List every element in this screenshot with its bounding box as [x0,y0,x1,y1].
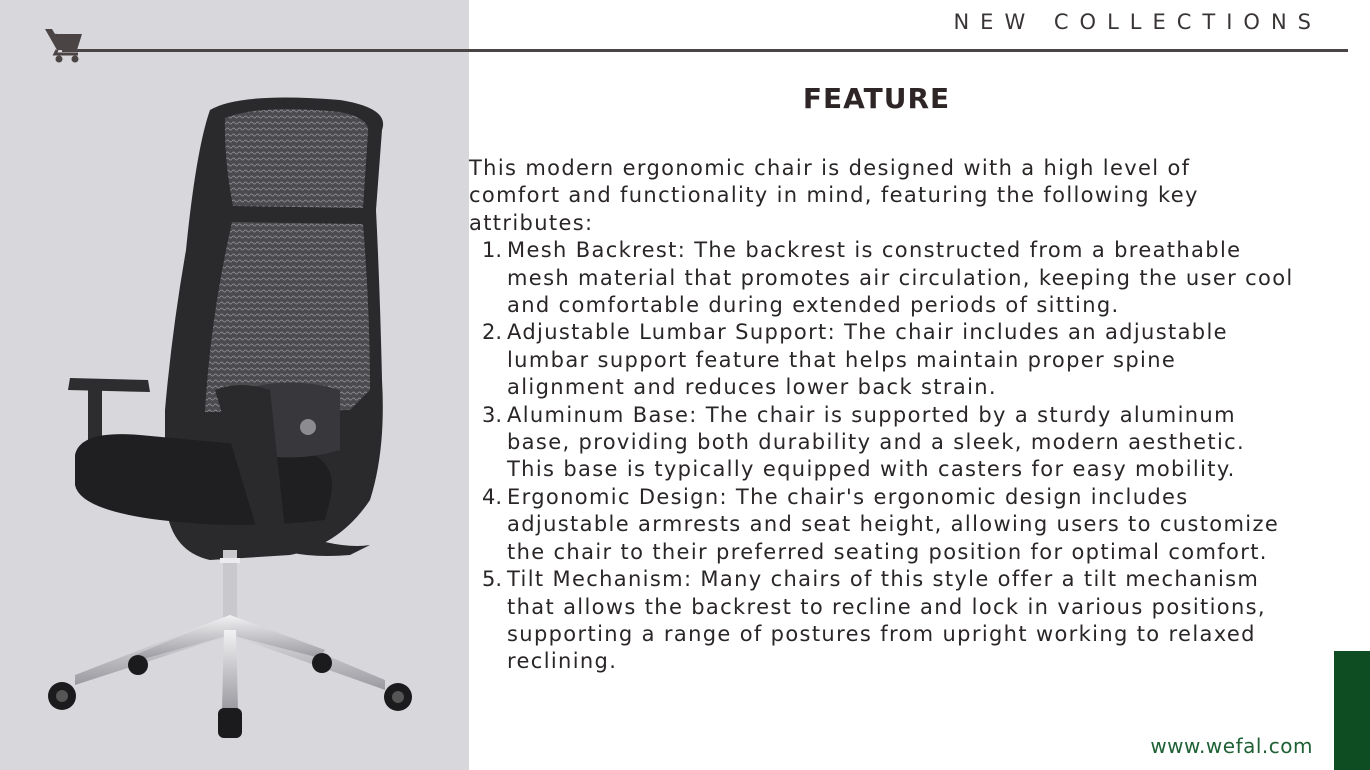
feature-content [469,155,1370,676]
header-title: NEW COLLECTIONS [953,10,1322,34]
feature-item [469,402,1370,484]
product-image-panel [0,0,469,770]
feature-number: 4. [482,484,503,509]
feature-line: the chair to their preferred seating position for optimal comfort. [507,539,1268,564]
feature-item [469,484,1370,566]
feature-line: reclining. [507,649,618,674]
feature-line: adjustable armrests and seat height, allowing users to customize [507,512,1280,537]
intro-paragraph [469,155,1370,237]
feature-line: Tilt Mechanism: Many chairs of this style offer a tilt mechanism [507,567,1260,592]
header-divider [62,49,1348,52]
feature-line: Adjustable Lumbar Support: The chair includes an adjustable [507,320,1228,345]
shopping-cart-icon[interactable] [44,26,84,64]
feature-item [469,566,1370,676]
intro-line: This modern ergonomic chair is designed with a high level of [469,156,1191,180]
feature-item [469,237,1370,319]
feature-line: Ergonomic Design: The chair's ergonomic design includes [507,484,1189,509]
feature-number: 5. [482,567,503,592]
feature-list [469,237,1370,676]
accent-block [1334,651,1370,770]
feature-line: Mesh Backrest: The backrest is constructed from a breathable [507,238,1242,263]
website-link[interactable]: www.wefal.com [1150,734,1313,758]
feature-number: 3. [482,402,503,427]
feature-line: mesh material that promotes air circulation, keeping the user cool [507,265,1294,290]
feature-line: that allows the backrest to recline and lock in various positions, [507,594,1266,619]
feature-line: Aluminum Base: The chair is supported by a sturdy aluminum [507,402,1236,427]
feature-line: and comfortable during extended periods of sitting. [507,293,1120,318]
office-chair-image [40,90,430,740]
feature-heading: FEATURE [802,82,951,115]
intro-line: comfort and functionality in mind, featuring the following key [469,183,1199,208]
feature-line: alignment and reduces lower back strain. [507,375,997,400]
feature-line: lumbar support feature that helps maintain proper spine [507,347,1177,372]
feature-number: 1. [482,238,503,263]
feature-number: 2. [482,320,503,345]
feature-line: This base is typically equipped with casters for easy mobility. [507,457,1236,482]
feature-line: base, providing both durability and a sleek, modern aesthetic. [507,430,1246,455]
feature-line: supporting a range of postures from upright working to relaxed [507,621,1256,646]
feature-item [469,319,1370,401]
intro-line: attributes: [469,210,594,235]
